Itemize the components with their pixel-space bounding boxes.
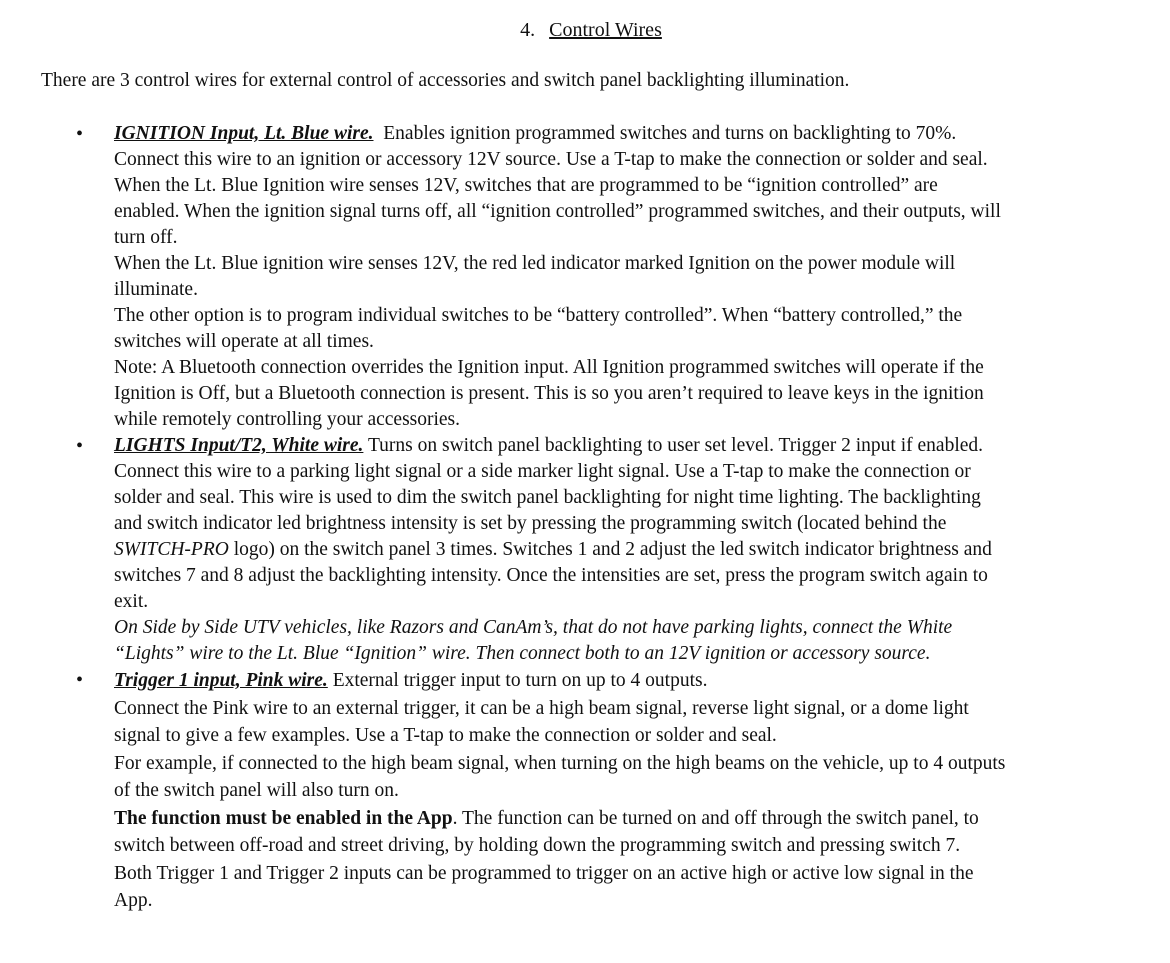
bullet-icon: • <box>76 123 84 145</box>
ignition-line-6: illuminate. <box>114 279 198 300</box>
ignition-first-line <box>114 121 1156 147</box>
ignition-line-0: Enables ignition programmed switches and turns on backlighting to 70%. <box>383 123 957 144</box>
section-title: Control Wires <box>549 19 662 41</box>
lights-line-0: Turns on switch panel backlighting to user set level. Trigger 2 input if enabled. <box>367 435 984 456</box>
list-item-lights <box>0 433 1156 667</box>
trigger-first-line <box>114 667 1156 695</box>
lights-line-2: solder and seal. This wire is used to dim the switch panel backlighting for night time lighting. The backlighting <box>114 487 981 508</box>
lights-first-line <box>114 433 1156 459</box>
ignition-line-2: When the Lt. Blue Ignition wire senses 12V, switches that are programmed to be “ignition controlled” are <box>114 175 938 196</box>
trigger-line-6: switch between off-road and street driving, by holding down the programming switch and pressing switch 7. <box>114 835 961 856</box>
enable-in-app-note: The function must be enabled in the App <box>114 807 453 829</box>
control-wire-list <box>0 121 1170 915</box>
lights-line-1: Connect this wire to a parking light signal or a side marker light signal. Use a T-tap to make the connection or <box>114 461 971 482</box>
lights-utv-note-line-2: “Lights” wire to the Lt. Blue “Ignition” wire. Then connect both to an 12V ignition or accessory source. <box>114 643 931 664</box>
trigger-line-4: of the switch panel will also turn on. <box>114 780 399 801</box>
section-heading <box>0 17 1170 43</box>
trigger-line-0: External trigger input to turn on up to 4 outputs. <box>332 670 708 691</box>
lights-line-5: switches 7 and 8 adjust the backlighting intensity. Once the intensities are set, press the program switch again to <box>114 565 988 586</box>
intro-paragraph: There are 3 control wires for external control of accessories and switch panel backlighting illumination. <box>41 70 850 91</box>
trigger-line-8: App. <box>114 890 153 911</box>
ignition-lead: IGNITION Input, Lt. Blue wire. <box>114 123 374 144</box>
lights-lead: LIGHTS Input/T2, White wire. <box>114 435 364 456</box>
trigger-lead: Trigger 1 input, Pink wire. <box>114 670 328 691</box>
trigger-line-2: signal to give a few examples. Use a T-tap to make the connection or solder and seal. <box>114 725 777 746</box>
ignition-line-9: Note: A Bluetooth connection overrides the Ignition input. All Ignition programmed switches will operate if the <box>114 357 984 378</box>
ignition-line-3: enabled. When the ignition signal turns off, all “ignition controlled” programmed switches, and their outputs, will <box>114 201 1001 222</box>
lights-line-3: and switch indicator led brightness intensity is set by pressing the programming switch (located behind the <box>114 513 947 534</box>
lights-line-4: logo) on the switch panel 3 times. Switches 1 and 2 adjust the led switch indicator brightness and <box>233 539 992 560</box>
ignition-line-5: When the Lt. Blue ignition wire senses 12V, the red led indicator marked Ignition on the power module will <box>114 253 956 274</box>
ignition-line-10: Ignition is Off, but a Bluetooth connection is present. This is so you aren’t required to leave keys in the ignition <box>114 383 984 404</box>
bullet-icon: • <box>76 669 84 691</box>
ignition-line-1: Connect this wire to an ignition or accessory 12V source. Use a T-tap to make the connection or solder and seal. <box>114 149 988 170</box>
trigger-line-3: For example, if connected to the high beam signal, when turning on the high beams on the vehicle, up to 4 outputs <box>114 752 1006 774</box>
trigger-line-1: Connect the Pink wire to an external trigger, it can be a high beam signal, reverse light signal, or a dome light <box>114 697 969 719</box>
brand-name: SWITCH-PRO <box>114 539 229 560</box>
lights-brand-line <box>114 537 1156 563</box>
list-item-trigger-1 <box>0 667 1156 915</box>
ignition-line-11: while remotely controlling your accessories. <box>114 409 461 430</box>
ignition-line-4: turn off. <box>114 227 178 248</box>
trigger-bold-line <box>114 805 1156 833</box>
trigger-line-5: . The function can be turned on and off through the switch panel, to <box>452 807 979 829</box>
trigger-line-7: Both Trigger 1 and Trigger 2 inputs can be programmed to trigger on an active high or active low signal in the <box>114 862 974 884</box>
ignition-line-8: switches will operate at all times. <box>114 331 374 352</box>
bullet-icon: • <box>76 435 84 457</box>
lights-line-6: exit. <box>114 591 149 612</box>
lights-utv-note-line-1: On Side by Side UTV vehicles, like Razors and CanAm’s, that do not have parking lights, connect the White <box>114 617 953 638</box>
section-number: 4. <box>520 19 536 41</box>
list-item-ignition <box>0 121 1156 433</box>
ignition-line-7: The other option is to program individual switches to be “battery controlled”. When “battery controlled,” the <box>114 305 963 326</box>
